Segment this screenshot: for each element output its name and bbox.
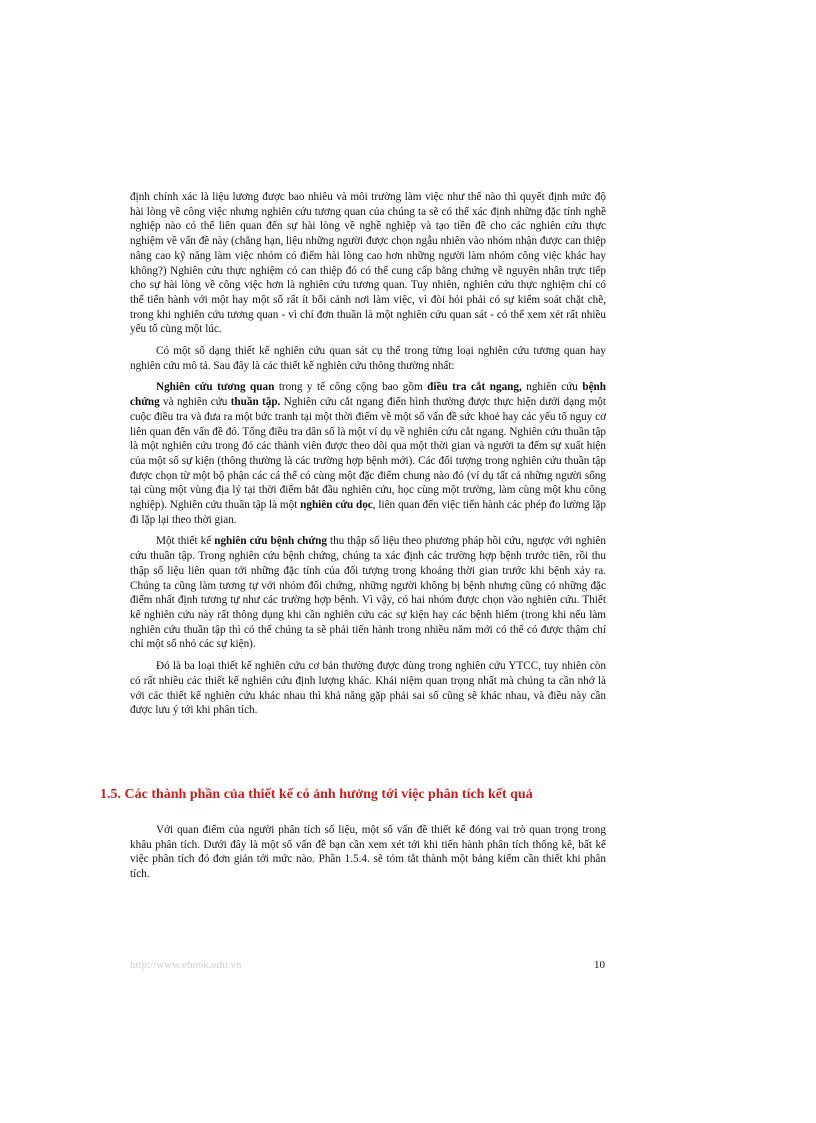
term-case-control-design: nghiên cứu bệnh chứng bbox=[214, 535, 327, 548]
paragraph-2: Có một số dạng thiết kế nghiên cứu quan sát cụ thể trong từng loại nghiên cứu tương quan hay nghiên cứu mô tả. Sau đây là các thiết kế nghiên cứu thông thường nhất: bbox=[130, 345, 606, 372]
footer-url: http://www.ebook.edu.vn bbox=[130, 959, 242, 971]
page-number: 10 bbox=[594, 959, 605, 971]
paragraph-6: Với quan điểm của người phân tích số liệu, một số vấn đề thiết kế đóng vai trò quan trọng trong khâu phân tích. Dưới đây là một số vấn đề bạn cần xem xét tới khi tiến hành phân tích thống kê, bất kể việc phân tích đó đơn giản tới mức nào. Phần 1.5.4. sẽ tóm tắt thành một bảng kiểm cần thiết khi phân tích. bbox=[130, 824, 606, 881]
body-text-block bbox=[130, 190, 606, 725]
term-correlational-study: Nghiên cứu tương quan bbox=[156, 381, 275, 394]
paragraph-5: Đó là ba loại thiết kế nghiên cứu cơ bản thường được dùng trong nghiên cứu YTCC, tuy nhiên còn có rất nhiều các thiết kế nghiên cứu định lượng khác. Khái niệm quan trọng nhất mà chúng ta cần nhớ là với các thiết kế nghiên cứu khác nhau thì khả năng gặp phải sai số cũng sẽ khác nhau, và điều này cần được lưu ý tới khi phân tích. bbox=[130, 660, 606, 717]
term-longitudinal: nghiên cứu dọc bbox=[300, 499, 373, 512]
term-cross-sectional: điều tra cắt ngang, bbox=[427, 381, 522, 394]
section-heading: 1.5. Các thành phần của thiết kế có ảnh hưởng tới việc phân tích kết quả bbox=[100, 787, 533, 802]
paragraph-4: Một thiết kế nghiên cứu bệnh chứng thu thập số liệu theo phương pháp hồi cứu, ngược với nghiên cứu thuần tập. Trong nghiên cứu bệnh chứng, chúng ta xác định các trường hợp bệnh trước tiên, rồi thu thập số liệu liên quan tới những đặc tính của đối tượng trong khoảng thời gian trước khi bệnh xảy ra. Chúng ta cũng làm tương tự với nhóm đối chứng, những người không bị bệnh nhưng cũng có những đặc điểm nhất định tương tự như các trường hợp bệnh. Vì vậy, có hai nhóm được chọn vào nghiên cứu. Thiết kế nghiên cứu này rất thông dụng khi cần nghiên cứu các sự kiện hay các bệnh hiếm (trong khi nếu làm nghiên cứu thuần tập thì có thể chúng ta sẽ phải tiến hành trong nhiều năm mới có thể có được thậm chí chỉ một số nhỏ các sự kiện). bbox=[130, 535, 606, 651]
term-case-control: bệnh chứng bbox=[130, 381, 606, 409]
term-cohort: thuần tập. bbox=[230, 396, 281, 409]
paragraph-1: định chính xác là liệu lương được bao nhiêu và môi trường làm việc như thế nào thì quyết định mức độ hài lòng về công việc nhưng nghiên cứu tương quan của chúng ta sẽ có thể xác định những đặc tính nghề nghiệp nào có thể liên quan đến sự hài lòng về nghề nghiệp và tạo tiền đề cho các nghiên cứu thực nghiệm về vấn đề này (chẳng hạn, liệu những người được chọn ngẫu nhiên vào nhóm nhận được can thiệp nâng cao kỹ năng làm việc nhóm có điểm hài lòng cao hơn những người làm nhóm công việc khác hay không?) Nghiên cứu thực nghiệm có can thiệp đó có thể cung cấp bằng chứng về nguyên nhân trực tiếp cho sự hài lòng về công việc hơn là nghiên cứu tương quan. Tuy nhiên, nghiên cứu thực nghiệm chỉ có thể tiến hành với một hay một số rất ít bối cảnh nơi làm việc, vì đòi hỏi phải có sự kiểm soát chặt chẽ, trong khi nghiên cứu tương quan - vì chỉ đơn thuần là một nghiên cứu quan sát - có thể xem xét rất nhiều yếu tố cùng một lúc. bbox=[130, 191, 606, 336]
body-text-block-2 bbox=[130, 823, 606, 889]
paragraph-3: Nghiên cứu tương quan trong y tế công cộng bao gồm điều tra cắt ngang, nghiên cứu bệnh chứng và nghiên cứu thuần tập. Nghiên cứu cắt ngang điển hình thường được thực hiện dưới dạng một cuộc điều tra và đưa ra một bức tranh tại một thời điểm về một số vấn đề sức khoẻ hay các yếu tố nguy cơ liên quan đến vấn đề đó. Tổng điều tra dân số là một ví dụ về nghiên cứu cắt ngang. Nghiên cứu thuần tập là một nghiên cứu trong đó các thành viên được theo dõi qua một thời gian và người ta đếm sự xuất hiện của một số sự kiện (thông thường là các trường hợp bệnh mới). Các đối tượng trong nghiên cứu thuần tập được chọn từ một bộ phận các cá thể có cùng một đặc điểm chung nào đó (ví dụ tất cả những người sống tại cùng một vùng địa lý tại thời điểm bắt đầu nghiên cứu, học cùng một trường, làm cùng một khu công nghiệp). Nghiên cứu thuần tập là một nghiên cứu dọc, liên quan đến việc tiến hành các phép đo lường lặp đi lặp lại theo thời gian. bbox=[130, 381, 606, 526]
